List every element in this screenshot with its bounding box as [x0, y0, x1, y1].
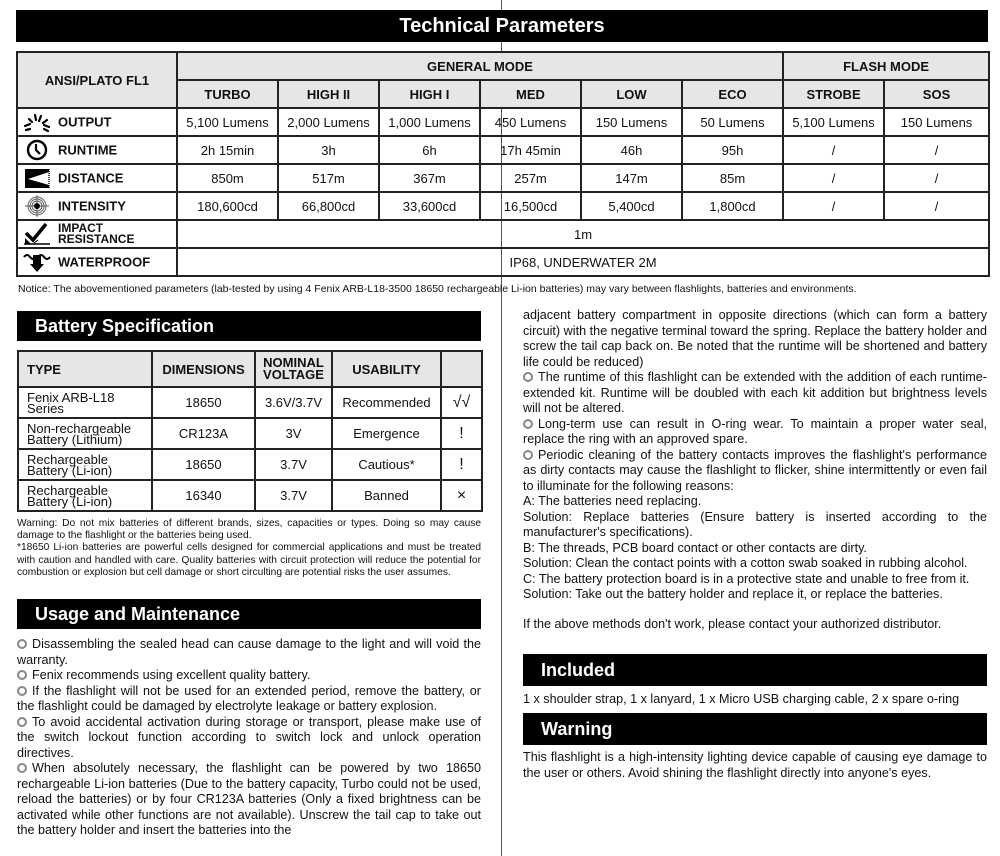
technical-parameters-heading: Technical Parameters	[16, 10, 988, 42]
warning-heading: Warning	[523, 713, 987, 745]
cell: 450 Lumens	[480, 108, 581, 136]
circle-bullet-icon	[17, 763, 27, 773]
battery-footnote: *18650 Li-ion batteries are powerful cells designed for commercial applications and must be treated with caution and handled with care. Quality batteries with circuit protection will reduce the potential for combustion or explosion but cell damage or short circulting are potential risks the user assumes.	[17, 542, 481, 578]
cell: /	[783, 136, 884, 164]
battery-voltage: 3.6V/3.7V	[255, 387, 332, 418]
list-item: When absolutely necessary, the flashlight can be powered by two 18650 rechargeable Li-ion batteries (Due to the battery capacity, Turbo could not be used, reload the batteries) or by four CR123A batteries (Only a fixed brightness can be activated while other functions are not available). Unscrew the tail cap to take out the battery holder and insert the batteries into the	[17, 761, 481, 837]
cell: 33,600cd	[379, 192, 480, 220]
cell: 5,400cd	[581, 192, 682, 220]
battery-voltage: 3.7V	[255, 449, 332, 480]
cell: 66,800cd	[278, 192, 379, 220]
cell: 257m	[480, 164, 581, 192]
cell: /	[884, 164, 989, 192]
battery-specification-heading: Battery Specification	[17, 311, 481, 341]
notice-text: Notice: The abovementioned parameters (lab-tested by using 4 Fenix ARB-L18-3500 18650 rechargeable Li-ion batteries) may vary between flashlights, batteries and environments.	[18, 283, 857, 295]
exclamation-icon: !	[441, 449, 482, 480]
mode-header: LOW	[581, 80, 682, 108]
cell: /	[783, 164, 884, 192]
impact-value: 1m	[177, 220, 989, 248]
list-item: Long-term use can result in O-ring wear. To maintain a proper water seal, replace the ring with an approved spare.	[523, 416, 987, 446]
cell: 150 Lumens	[581, 108, 682, 136]
row-label: IMPACT RESISTANCE	[17, 220, 177, 248]
cell: 1,800cd	[682, 192, 783, 220]
light-burst-icon	[22, 111, 52, 133]
cell: 1,000 Lumens	[379, 108, 480, 136]
row-label: WATERPROOF	[17, 248, 177, 276]
circle-bullet-icon	[523, 372, 533, 382]
cross-icon: ×	[441, 480, 482, 511]
table-row	[17, 108, 989, 136]
waterproof-icon	[22, 251, 52, 273]
battery-usability: Emergence	[332, 418, 441, 449]
list-item: Fenix recommends using excellent quality battery.	[17, 668, 481, 684]
battery-type: Rechargeable Battery (Li-ion)	[18, 449, 152, 480]
usability-header: USABILITY	[332, 351, 441, 387]
list-item: The runtime of this flashlight can be extended with the addition of each runtime-extended kit. Runtime will be doubled with each kit addition but brightness levels will not be altered.	[523, 370, 987, 415]
cell: 2,000 Lumens	[278, 108, 379, 136]
dimensions-header: DIMENSIONS	[152, 351, 255, 387]
corner-label: ANSI/PLATO FL1	[17, 52, 177, 108]
cell: 367m	[379, 164, 480, 192]
circle-bullet-icon	[17, 686, 27, 696]
included-text: 1 x shoulder strap, 1 x lanyard, 1 x Micro USB charging cable, 2 x spare o-ring	[523, 692, 960, 706]
battery-usability: Cautious*	[332, 449, 441, 480]
mode-header: SOS	[884, 80, 989, 108]
battery-usability: Recommended	[332, 387, 441, 418]
exclamation-icon: !	[441, 418, 482, 449]
battery-dimensions: 18650	[152, 387, 255, 418]
circle-bullet-icon	[17, 670, 27, 680]
continued-text: adjacent battery compartment in opposite directions (which can form a battery circuit) with the negative terminal toward the spring. Replace the battery holder and screw the tail cap back on. Be noted that the runtime will be shortened and battery life could be reduced)	[523, 308, 987, 369]
circle-bullet-icon	[17, 639, 27, 649]
table-row	[17, 220, 989, 248]
target-icon	[22, 195, 52, 217]
clock-icon	[22, 139, 52, 161]
usage-maintenance-continued	[523, 308, 987, 632]
battery-warning-text: Warning: Do not mix batteries of different brands, sizes, capacities or types. Doing so may cause damage to the flashlight or the batteries being used.	[17, 518, 481, 542]
cell: 517m	[278, 164, 379, 192]
mode-header: HIGH I	[379, 80, 480, 108]
voltage-header: NOMINAL VOLTAGE	[255, 351, 332, 387]
table-row	[18, 480, 482, 511]
impact-icon	[22, 223, 52, 245]
check-check-icon: √√	[441, 387, 482, 418]
battery-type: Fenix ARB-L18 Series	[18, 387, 152, 418]
general-mode-header: GENERAL MODE	[177, 52, 783, 80]
list-item: To avoid accidental activation during storage or transport, please make use of the switch lockout function according to switch lock and unlock operation directives.	[17, 714, 481, 760]
list-item: If the flashlight will not be used for an extended period, remove the battery, or the flashlight could be damaged by electrolyte leakage or battery explosion.	[17, 683, 481, 713]
battery-table	[17, 350, 483, 512]
cell: /	[783, 192, 884, 220]
type-header: TYPE	[18, 351, 152, 387]
usage-maintenance-list	[17, 637, 481, 839]
row-label: INTENSITY	[17, 192, 177, 220]
table-row	[17, 248, 989, 276]
battery-dimensions: 16340	[152, 480, 255, 511]
battery-usability: Banned	[332, 480, 441, 511]
battery-type: Rechargeable Battery (Li-ion)	[18, 480, 152, 511]
solution-line: Solution: Replace batteries (Ensure battery is inserted according to the manufacturer's specifications).	[523, 509, 987, 539]
beam-distance-icon	[22, 167, 52, 189]
cell: 5,100 Lumens	[783, 108, 884, 136]
cell: 46h	[581, 136, 682, 164]
cell: 85m	[682, 164, 783, 192]
symbol-header	[441, 351, 482, 387]
mode-header: TURBO	[177, 80, 278, 108]
solution-line: Solution: Take out the battery holder and replace it, or replace the batteries.	[523, 587, 943, 601]
mode-header: MED	[480, 80, 581, 108]
cell: /	[884, 136, 989, 164]
list-item: Disassembling the sealed head can cause damage to the light and will void the warranty.	[17, 637, 481, 667]
waterproof-value: IP68, UNDERWATER 2M	[177, 248, 989, 276]
solution-line: Solution: Clean the contact points with a cotton swab soaked in rubbing alcohol.	[523, 556, 968, 570]
technical-parameters-table	[16, 51, 990, 277]
cell: 850m	[177, 164, 278, 192]
cell: 3h	[278, 136, 379, 164]
battery-voltage: 3V	[255, 418, 332, 449]
closing-text: If the above methods don't work, please contact your authorized distributor.	[523, 616, 942, 631]
cell: 17h 45min	[480, 136, 581, 164]
warning-text: This flashlight is a high-intensity lighting device capable of causing eye damage to the user or others. Avoid shining the flashlight directly into anyone's eyes.	[523, 750, 987, 780]
reason-line: B: The threads, PCB board contact or other contacts are dirty.	[523, 540, 867, 555]
row-label: DISTANCE	[17, 164, 177, 192]
table-row	[17, 164, 989, 192]
cell: 180,600cd	[177, 192, 278, 220]
table-row	[18, 418, 482, 449]
cell: 150 Lumens	[884, 108, 989, 136]
row-label: OUTPUT	[17, 108, 177, 136]
mode-header: ECO	[682, 80, 783, 108]
mode-header: STROBE	[783, 80, 884, 108]
battery-type: Non-rechargeable Battery (Lithium)	[18, 418, 152, 449]
battery-dimensions: CR123A	[152, 418, 255, 449]
cell: 95h	[682, 136, 783, 164]
cell: /	[884, 192, 989, 220]
row-label: RUNTIME	[17, 136, 177, 164]
cell: 5,100 Lumens	[177, 108, 278, 136]
circle-bullet-icon	[17, 717, 27, 727]
cell: 16,500cd	[480, 192, 581, 220]
list-item: Periodic cleaning of the battery contacts improves the flashlight's performance as dirty contacts may cause the flashlight to flicker, shine intermittently or even fail to illuminate for the following reasons:	[523, 447, 987, 493]
battery-warning	[17, 518, 481, 579]
flash-mode-header: FLASH MODE	[783, 52, 989, 80]
table-row	[18, 387, 482, 418]
mode-header: HIGH II	[278, 80, 379, 108]
circle-bullet-icon	[523, 450, 533, 460]
table-row	[18, 449, 482, 480]
reason-line: A: The batteries need replacing.	[523, 494, 702, 508]
included-heading: Included	[523, 654, 987, 686]
cell: 2h 15min	[177, 136, 278, 164]
battery-dimensions: 18650	[152, 449, 255, 480]
usage-maintenance-heading: Usage and Maintenance	[17, 599, 481, 629]
cell: 50 Lumens	[682, 108, 783, 136]
cell: 6h	[379, 136, 480, 164]
circle-bullet-icon	[523, 419, 533, 429]
battery-voltage: 3.7V	[255, 480, 332, 511]
cell: 147m	[581, 164, 682, 192]
table-row	[17, 192, 989, 220]
table-row	[17, 136, 989, 164]
reason-line: C: The battery protection board is in a protective state and unable to free from it.	[523, 571, 970, 586]
